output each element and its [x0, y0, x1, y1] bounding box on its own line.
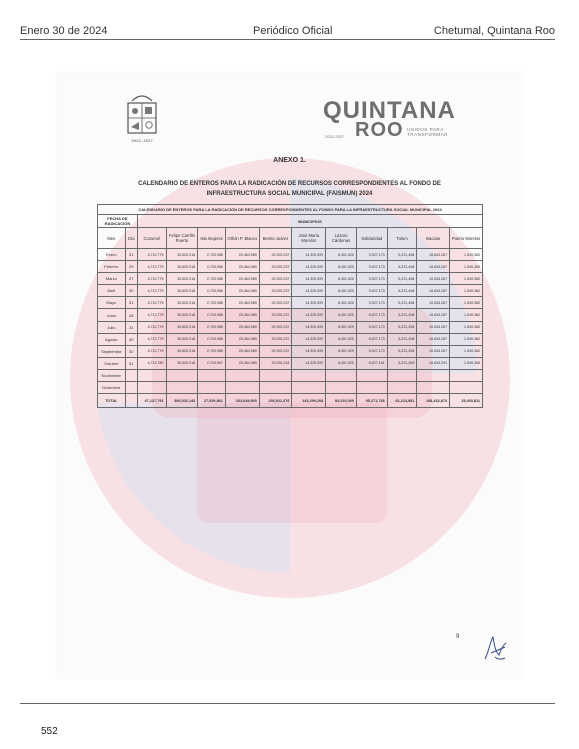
- amount-cell: 25,464,989: [225, 273, 259, 285]
- column-header: Isla Mujeres: [198, 228, 226, 249]
- amount-cell: 4,712,779: [137, 309, 166, 321]
- column-header: Tulum: [387, 228, 417, 249]
- amount-cell: [387, 382, 417, 394]
- amount-cell: 9,527,173: [356, 309, 387, 321]
- amount-cell: 4,712,779: [137, 297, 166, 309]
- amount-cell: 30,600,218: [166, 261, 198, 273]
- amount-cell: 9,527,173: [356, 249, 387, 261]
- total-cell: 293,922,376: [259, 394, 292, 408]
- amount-cell: 10,843,287: [417, 345, 450, 357]
- total-cell: [125, 394, 137, 408]
- day-cell: 30: [125, 285, 137, 297]
- amount-cell: [137, 369, 166, 381]
- column-header: Bacalar: [417, 228, 450, 249]
- amount-cell: 29,392,237: [259, 309, 292, 321]
- table-row: [98, 297, 483, 309]
- month-cell: Noviembre: [98, 369, 126, 381]
- header-location: Chetumal, Quintana Roo: [433, 25, 555, 37]
- amount-cell: 14,329,920: [292, 333, 326, 345]
- amount-cell: 30,600,218: [166, 357, 198, 369]
- amount-cell: 2,703,986: [198, 321, 226, 333]
- amount-cell: 25,464,989: [225, 309, 259, 321]
- amount-cell: 25,464,989: [225, 357, 259, 369]
- amount-cell: 4,712,779: [137, 285, 166, 297]
- amount-cell: 29,392,237: [259, 333, 292, 345]
- day-cell: 31: [125, 357, 137, 369]
- amount-cell: 8,401,920: [326, 321, 357, 333]
- amount-cell: 29,392,244: [259, 357, 292, 369]
- amount-cell: 10,843,287: [417, 333, 450, 345]
- header-date: Enero 30 de 2024: [20, 25, 108, 37]
- amount-cell: 10,843,291: [417, 357, 450, 369]
- amount-cell: 6,221,498: [387, 285, 417, 297]
- amount-cell: 30,600,218: [166, 321, 198, 333]
- amount-cell: 8,401,920: [326, 249, 357, 261]
- amount-cell: 1,549,380: [450, 333, 483, 345]
- amount-cell: 1,549,380: [450, 285, 483, 297]
- amount-cell: 30,600,218: [166, 333, 198, 345]
- amount-cell: 8,401,920: [326, 333, 357, 345]
- amount-cell: 9,527,173: [356, 321, 387, 333]
- amount-cell: 8,401,920: [326, 297, 357, 309]
- amount-cell: 30,600,218: [166, 285, 198, 297]
- amount-cell: [259, 369, 292, 381]
- amount-cell: 14,329,920: [292, 285, 326, 297]
- amount-cell: 4,712,779: [137, 321, 166, 333]
- amount-cell: [356, 382, 387, 394]
- column-header: José María Morelos: [292, 228, 326, 249]
- amount-cell: [417, 369, 450, 381]
- page-header: [20, 25, 555, 39]
- municipios-header: MUNICIPIOS: [137, 215, 482, 228]
- table-row: [98, 333, 483, 345]
- amount-cell: 6,221,498: [387, 321, 417, 333]
- table-row: [98, 321, 483, 333]
- crest-caption: 2022-2027: [131, 140, 153, 144]
- amount-cell: 9,527,173: [356, 333, 387, 345]
- table-row: [98, 249, 483, 261]
- day-cell: 28: [125, 309, 137, 321]
- month-cell: Mayo: [98, 297, 126, 309]
- total-cell: 27,039,861: [198, 394, 226, 408]
- amount-cell: 4,712,779: [137, 345, 166, 357]
- amount-cell: 14,329,920: [292, 309, 326, 321]
- amount-cell: 30,600,218: [166, 309, 198, 321]
- column-header: Solidaridad: [356, 228, 387, 249]
- fecha-header: FECHA DE RADICACIÓN: [98, 215, 138, 228]
- month-cell: Octubre: [98, 357, 126, 369]
- column-header: Puerto Morelos: [450, 228, 483, 249]
- table-row: [98, 273, 483, 285]
- month-cell: Abril: [98, 285, 126, 297]
- amount-cell: 29,392,237: [259, 297, 292, 309]
- amount-cell: 2,703,986: [198, 309, 226, 321]
- signature-icon: [481, 633, 509, 663]
- amount-cell: [387, 369, 417, 381]
- month-cell: Marzo: [98, 273, 126, 285]
- amount-cell: [417, 382, 450, 394]
- table-row: [98, 369, 483, 381]
- day-cell: 30: [125, 333, 137, 345]
- amount-cell: [137, 382, 166, 394]
- day-cell: [125, 382, 137, 394]
- amount-cell: 14,329,920: [292, 261, 326, 273]
- table-title: CALENDARIO DE ENTEROS PARA LA RADICACIÓN DE RECURSOS CORRESPONDIENTES AL FONDO PARA LA INFRAESTRUCTURA SOCIAL MUNICIPAL 2024: [98, 205, 483, 215]
- amount-cell: 9,527,173: [356, 285, 387, 297]
- amount-cell: [166, 382, 198, 394]
- amount-cell: 10,843,287: [417, 297, 450, 309]
- amount-cell: 9,527,173: [356, 261, 387, 273]
- amount-cell: 8,401,920: [326, 273, 357, 285]
- amount-cell: 14,329,920: [292, 357, 326, 369]
- amount-cell: 14,329,920: [292, 273, 326, 285]
- column-header: Benito Juárez: [259, 228, 292, 249]
- amount-cell: 30,600,218: [166, 273, 198, 285]
- amount-cell: 8,401,920: [326, 285, 357, 297]
- amount-cell: 30,600,218: [166, 297, 198, 309]
- amount-cell: 10,843,287: [417, 261, 450, 273]
- table-row: [98, 345, 483, 357]
- day-cell: 31: [125, 297, 137, 309]
- amount-cell: [292, 369, 326, 381]
- amount-cell: 30,600,218: [166, 345, 198, 357]
- total-row: [98, 394, 483, 408]
- amount-cell: [450, 369, 483, 381]
- amount-cell: 6,221,498: [387, 345, 417, 357]
- amount-cell: 4,712,780: [137, 357, 166, 369]
- amount-cell: 9,527,181: [356, 357, 387, 369]
- table-row: [98, 309, 483, 321]
- amount-cell: 29,392,237: [259, 321, 292, 333]
- month-cell: Septiembre: [98, 345, 126, 357]
- amount-cell: 1,549,380: [450, 297, 483, 309]
- amount-cell: 8,401,920: [326, 357, 357, 369]
- amount-cell: 14,329,920: [292, 249, 326, 261]
- amount-cell: [326, 369, 357, 381]
- month-cell: Junio: [98, 309, 126, 321]
- amount-cell: 2,703,986: [198, 273, 226, 285]
- amount-cell: [259, 382, 292, 394]
- amount-cell: [356, 369, 387, 381]
- total-cell: 47,127,791: [137, 394, 166, 408]
- day-cell: 29: [125, 261, 137, 273]
- logo-line2: ROO: [355, 119, 404, 141]
- amount-cell: 25,464,989: [225, 297, 259, 309]
- amount-cell: 1,549,380: [450, 273, 483, 285]
- annex-title: ANEXO 1.: [273, 157, 306, 164]
- column-header: Día: [125, 228, 137, 249]
- amount-cell: 10,843,287: [417, 285, 450, 297]
- amount-cell: 6,221,498: [387, 249, 417, 261]
- disbursement-calendar-table: [97, 204, 483, 408]
- amount-cell: 10,843,287: [417, 321, 450, 333]
- column-header: Othón P. Blanco: [225, 228, 259, 249]
- total-cell: 15,493,811: [450, 394, 483, 408]
- amount-cell: 25,464,989: [225, 285, 259, 297]
- amount-cell: 6,221,498: [387, 261, 417, 273]
- amount-cell: 9,527,173: [356, 273, 387, 285]
- amount-cell: 6,221,498: [387, 309, 417, 321]
- amount-cell: [225, 382, 259, 394]
- column-header: Lázaro Cárdenas: [326, 228, 357, 249]
- amount-cell: 14,329,920: [292, 321, 326, 333]
- amount-cell: 30,600,218: [166, 249, 198, 261]
- amount-cell: 8,401,920: [326, 309, 357, 321]
- amount-cell: 1,549,366: [450, 357, 483, 369]
- total-label: TOTAL: [98, 394, 126, 408]
- header-publication: Periódico Oficial: [253, 25, 333, 37]
- amount-cell: 2,703,987: [198, 357, 226, 369]
- total-cell: 84,019,000: [326, 394, 357, 408]
- scan-page-mark: 9: [456, 634, 460, 640]
- amount-cell: 25,464,989: [225, 261, 259, 273]
- amount-cell: 14,329,920: [292, 297, 326, 309]
- table-row: [98, 357, 483, 369]
- amount-cell: 2,703,986: [198, 297, 226, 309]
- amount-cell: 2,703,986: [198, 261, 226, 273]
- column-header: Cozumel: [137, 228, 166, 249]
- amount-cell: 6,221,498: [387, 273, 417, 285]
- state-crest-icon: [122, 91, 162, 139]
- amount-cell: 1,549,380: [450, 249, 483, 261]
- day-cell: 27: [125, 273, 137, 285]
- amount-cell: 6,221,498: [387, 297, 417, 309]
- amount-cell: 2,703,986: [198, 285, 226, 297]
- amount-cell: 29,392,237: [259, 285, 292, 297]
- logo-line1: QUINTANA: [323, 97, 456, 124]
- table-row: [98, 382, 483, 394]
- column-header: Felipe Carrillo Puerto: [166, 228, 198, 249]
- amount-cell: [198, 369, 226, 381]
- amount-cell: 4,712,779: [137, 249, 166, 261]
- total-cell: 62,214,981: [387, 394, 417, 408]
- amount-cell: 2,703,986: [198, 249, 226, 261]
- table-row: [98, 285, 483, 297]
- page-number: 552: [41, 726, 58, 737]
- amount-cell: 10,843,287: [417, 309, 450, 321]
- amount-cell: 6,221,498: [387, 333, 417, 345]
- total-cell: 254,649,893: [225, 394, 259, 408]
- total-cell: 108,432,874: [417, 394, 450, 408]
- quintana-roo-logo: [323, 97, 463, 143]
- amount-cell: 9,527,173: [356, 297, 387, 309]
- month-cell: Diciembre: [98, 382, 126, 394]
- amount-cell: 1,549,380: [450, 309, 483, 321]
- amount-cell: 10,843,287: [417, 249, 450, 261]
- amount-cell: [450, 382, 483, 394]
- amount-cell: 25,464,989: [225, 321, 259, 333]
- amount-cell: 6,221,499: [387, 357, 417, 369]
- amount-cell: 1,549,380: [450, 321, 483, 333]
- amount-cell: [292, 382, 326, 394]
- day-cell: 31: [125, 321, 137, 333]
- amount-cell: [326, 382, 357, 394]
- day-cell: 31: [125, 249, 137, 261]
- table-body: [98, 249, 483, 408]
- day-cell: [125, 369, 137, 381]
- amount-cell: 1,549,380: [450, 261, 483, 273]
- logo-years: 2022-2027: [325, 134, 345, 139]
- amount-cell: 4,712,779: [137, 261, 166, 273]
- amount-cell: 1,549,380: [450, 345, 483, 357]
- amount-cell: 4,712,779: [137, 273, 166, 285]
- total-cell: 143,299,208: [292, 394, 326, 408]
- amount-cell: [225, 369, 259, 381]
- day-cell: 30: [125, 345, 137, 357]
- amount-cell: 29,392,237: [259, 249, 292, 261]
- amount-cell: 8,401,920: [326, 345, 357, 357]
- amount-cell: 29,392,237: [259, 261, 292, 273]
- footer-rule: [20, 703, 555, 704]
- amount-cell: [198, 382, 226, 394]
- calendar-title: CALENDARIO DE ENTEROS PARA LA RADICACIÓN DE RECURSOS CORRESPONDIENTES AL FONDO DE INFRAESTRUCTURA SOCIAL MUNICIPAL (FAISMUN) 2024: [138, 181, 441, 197]
- table-row: [98, 261, 483, 273]
- column-header-row: [98, 228, 483, 249]
- amount-cell: [166, 369, 198, 381]
- logo-tagline: UNIDOS PARA TRANSFORMAR: [407, 127, 448, 137]
- month-cell: Enero: [98, 249, 126, 261]
- scanned-document: [57, 73, 522, 678]
- total-cell: 95,271,738: [356, 394, 387, 408]
- amount-cell: 29,392,237: [259, 273, 292, 285]
- amount-cell: 14,329,920: [292, 345, 326, 357]
- month-cell: Julio: [98, 321, 126, 333]
- amount-cell: 25,464,989: [225, 345, 259, 357]
- amount-cell: 29,392,237: [259, 345, 292, 357]
- amount-cell: 25,464,989: [225, 249, 259, 261]
- amount-cell: 4,712,779: [137, 333, 166, 345]
- amount-cell: 2,703,986: [198, 333, 226, 345]
- amount-cell: 10,843,287: [417, 273, 450, 285]
- amount-cell: 9,527,173: [356, 345, 387, 357]
- header-rule: [20, 39, 555, 40]
- month-cell: Agosto: [98, 333, 126, 345]
- amount-cell: 25,464,989: [225, 333, 259, 345]
- month-cell: Febrero: [98, 261, 126, 273]
- amount-cell: 8,401,920: [326, 261, 357, 273]
- amount-cell: 2,703,986: [198, 345, 226, 357]
- column-header: Mes: [98, 228, 126, 249]
- total-cell: 306,002,143: [166, 394, 198, 408]
